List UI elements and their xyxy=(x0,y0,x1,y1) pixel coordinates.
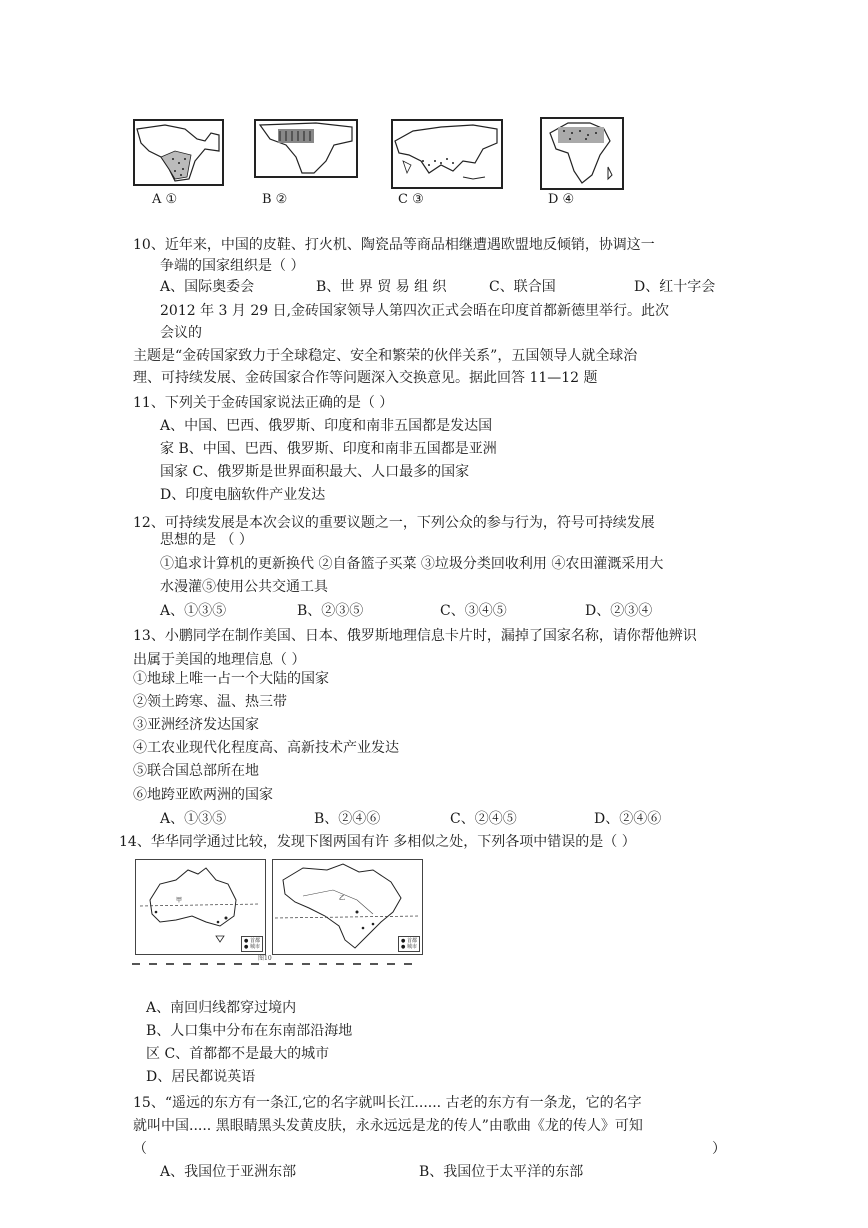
q10-stem-2: 争端的国家组织是（ ） xyxy=(160,258,305,274)
q10-option-c: C、联合国 xyxy=(489,279,556,295)
map-a-label: A ① xyxy=(152,192,178,207)
q14-stem: 14、华华同学通过比较，发现下图两国有许 多相似之处，下列各项中错误的是（ ） xyxy=(119,834,636,850)
q13-item-5: ⑤联合国总部所在地 xyxy=(133,763,259,779)
q15-option-a: A、我国位于亚洲东部 xyxy=(160,1164,297,1180)
map-b-label: B ② xyxy=(262,192,288,207)
q10-option-a: A、国际奥委会 xyxy=(160,279,255,295)
q12-option-c: C、③④⑤ xyxy=(440,603,507,619)
africa-northern-map-icon xyxy=(542,119,622,188)
intro-line-2: 会议的 xyxy=(160,325,202,341)
map-c xyxy=(391,119,503,189)
q11-line-3: 国家 C、俄罗斯是世界面积最大、人口最多的国家 xyxy=(160,464,470,480)
q15-stem-1: 15、“遥远的东方有一条江,它的名字就叫长江...... 古老的东方有一条龙，它的名字 xyxy=(133,1095,642,1111)
q14-label-jia: 甲 xyxy=(176,897,183,904)
q13-option-d: D、②④⑥ xyxy=(594,811,662,827)
map-d xyxy=(540,117,624,190)
q14-legend-right xyxy=(398,936,420,952)
q11-stem: 11、下列关于金砖国家说法正确的是（ ） xyxy=(133,395,394,411)
q12-items-1: ①追求计算机的更新换代 ②自备篮子买菜 ③垃圾分类回收利用 ④农田灌溉采用大 xyxy=(160,556,664,572)
q10-option-d: D、红十字会 xyxy=(634,279,716,295)
q13-item-1: ①地球上唯一占一个大陆的国家 xyxy=(133,671,329,687)
intro-line-1: 2012 年 3 月 29 日,金砖国家领导人第四次正式会晤在印度首都新德里举行。此次 xyxy=(160,303,670,319)
map-a xyxy=(133,119,224,186)
asia-map-icon xyxy=(393,121,501,187)
q11-line-4: D、印度电脑软件产业发达 xyxy=(160,487,326,503)
q14-figure-brazil xyxy=(272,859,423,955)
q10-stem-1: 10、近年来，中国的皮鞋、打火机、陶瓷品等商品相继遭遇欧盟地反倾销，协调这一 xyxy=(133,237,655,253)
q12-stem-1: 12、可持续发展是本次会议的重要议题之一，下列公众的参与行为，符号可持续发展 xyxy=(133,515,655,531)
q15-paren-close: ） xyxy=(712,1141,726,1157)
q13-item-6: ⑥地跨亚欧两洲的国家 xyxy=(133,787,273,803)
q12-option-d: D、②③④ xyxy=(585,603,653,619)
q13-option-b: B、②④⑥ xyxy=(314,811,381,827)
q13-stem-2: 出属于美国的地理信息（ ） xyxy=(133,652,306,668)
q12-stem-2: 思想的是 （ ） xyxy=(160,532,253,548)
q14-line-3: 区 C、首都都不是最大的城市 xyxy=(146,1046,330,1062)
q14-line-4: D、居民都说英语 xyxy=(146,1069,256,1085)
q11-line-1: A、中国、巴西、俄罗斯、印度和南非五国都是发达国 xyxy=(160,418,493,434)
q12-option-a: A、①③⑤ xyxy=(160,603,227,619)
q14-label-yi: 乙 xyxy=(339,895,346,902)
map-b xyxy=(254,119,358,178)
q14-legend-capital-2: ● 首都 xyxy=(401,938,417,944)
south-america-map-icon xyxy=(256,121,356,176)
q12-items-2: 水漫灌⑤使用公共交通工具 xyxy=(160,579,328,595)
q14-legend-city-2: ● 城市 xyxy=(401,944,417,950)
q11-line-2: 家 B、中国、巴西、俄罗斯、印度和南非五国都是亚洲 xyxy=(160,441,497,457)
q15-paren-open: （ xyxy=(133,1141,147,1157)
q13-stem-1: 13、小鹏同学在制作美国、日本、俄罗斯地理信息卡片时，漏掉了国家名称，请你帮他辨识 xyxy=(133,628,697,644)
q14-line-2: B、人口集中分布在东南部沿海地 xyxy=(146,1023,353,1039)
intro-line-4: 理、可持续发展、金砖国家合作等问题深入交换意见。据此回答 11—12 题 xyxy=(133,370,598,386)
q14-figure-caption: 图10 xyxy=(258,955,272,962)
q15-option-b: B、我国位于太平洋的东部 xyxy=(419,1164,584,1180)
q14-figure-australia xyxy=(135,859,266,955)
q13-item-4: ④工农业现代化程度高、高新技术产业发达 xyxy=(133,740,399,756)
q14-legend-capital: ● 首都 xyxy=(244,938,260,944)
q14-legend-city: ● 城市 xyxy=(244,944,260,950)
q13-item-2: ②领土跨寒、温、热三带 xyxy=(133,694,287,710)
africa-southern-map-icon xyxy=(135,121,222,184)
map-c-label: C ③ xyxy=(398,192,424,207)
q13-option-a: A、①③⑤ xyxy=(160,811,227,827)
q10-option-b: B、世 界 贸 易 组 织 xyxy=(316,279,447,295)
scan-cut-line xyxy=(132,958,432,966)
q14-legend-left xyxy=(241,936,263,952)
q15-stem-2: 就叫中国..... 黑眼睛黑头发黄皮肤，永永远远是龙的传人”由歌曲《龙的传人》可知 xyxy=(133,1118,643,1134)
intro-line-3: 主题是“金砖国家致力于全球稳定、安全和繁荣的伙伴关系”，五国领导人就全球治 xyxy=(133,348,638,364)
q14-line-1: A、南回归线都穿过境内 xyxy=(146,1000,297,1016)
q12-option-b: B、②③⑤ xyxy=(297,603,364,619)
map-d-label: D ④ xyxy=(548,192,575,207)
q13-item-3: ③亚洲经济发达国家 xyxy=(133,717,259,733)
q13-option-c: C、②④⑤ xyxy=(450,811,517,827)
